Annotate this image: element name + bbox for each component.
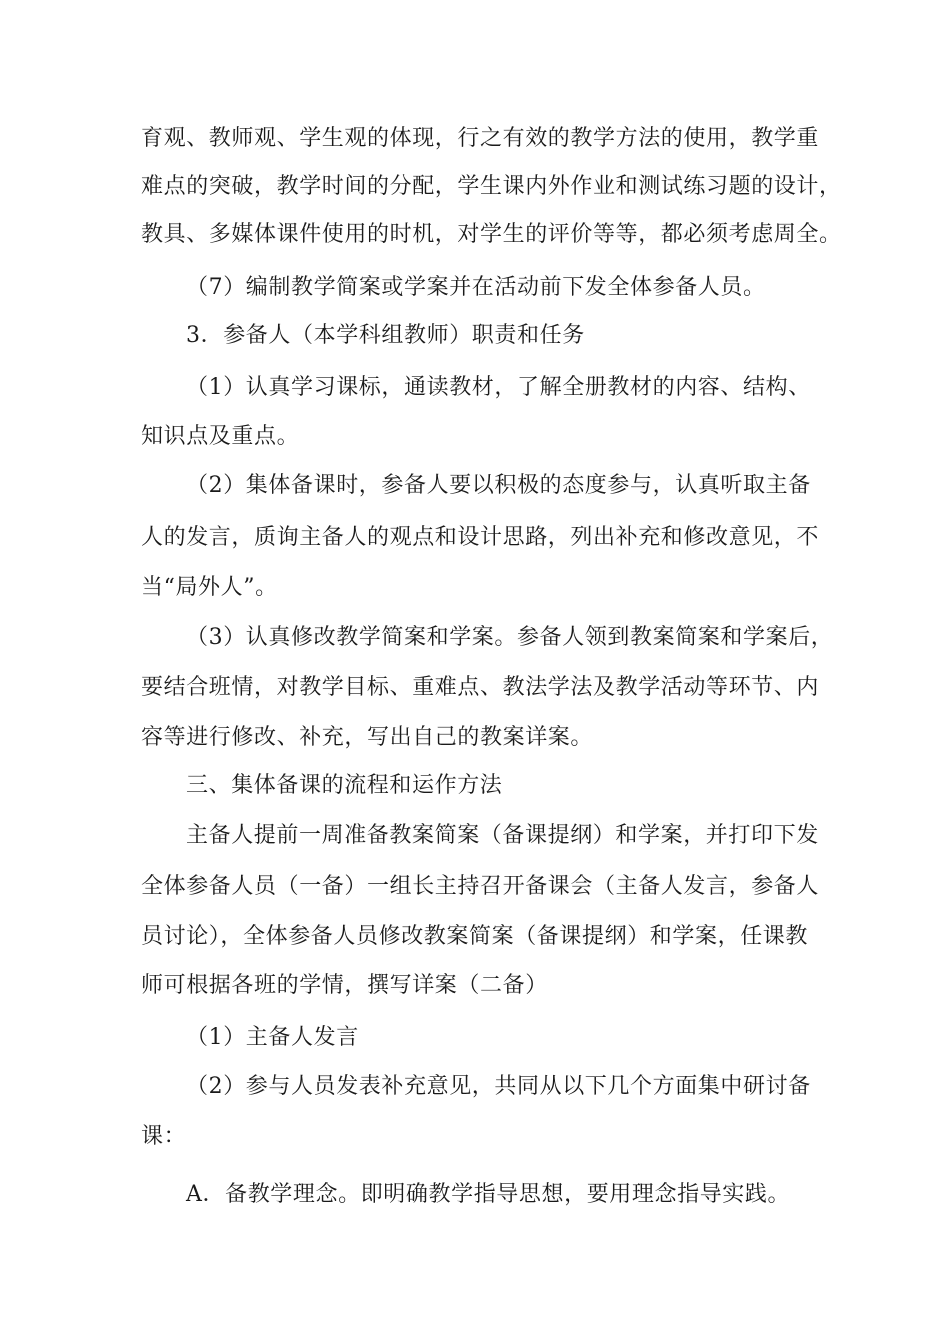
text-line: 师可根据各班的学情，撰写详案（二备） bbox=[141, 973, 548, 998]
text-line: 容等进行修改、补充，写出自己的教案详案。 bbox=[141, 725, 594, 750]
text-line: （1）主备人发言 bbox=[186, 1025, 359, 1050]
text-line: 育观、教师观、学生观的体现，行之有效的教学方法的使用，教学重 bbox=[141, 126, 820, 151]
text-line: 员讨论），全体参备人员修改教案简案（备课提纲）和学案，任课教 bbox=[141, 924, 809, 949]
text-line: 人的发言，质询主备人的观点和设计思路，列出补充和修改意见，不 bbox=[141, 525, 820, 550]
text-line: （1）认真学习课标，通读教材，了解全册教材的内容、结构、 bbox=[186, 375, 811, 400]
text-line: A．备教学理念。即明确教学指导思想，要用理念指导实践。 bbox=[186, 1182, 791, 1207]
text-line: （2）参与人员发表补充意见，共同从以下几个方面集中研讨备 bbox=[186, 1074, 811, 1099]
section-heading: 三、集体备课的流程和运作方法 bbox=[186, 773, 503, 798]
text-line: 当“局外人”。 bbox=[141, 575, 278, 600]
text-line: 教具、多媒体课件使用的时机，对学生的评价等等，都必须考虑周全。 bbox=[141, 222, 842, 247]
text-line: 课： bbox=[141, 1124, 187, 1149]
section-heading: 3．参备人（本学科组教师）职责和任务 bbox=[186, 323, 585, 348]
text-line: 主备人提前一周准备教案简案（备课提纲）和学案，并打印下发 bbox=[186, 823, 819, 848]
text-line: 全体参备人员（一备）一组长主持召开备课会（主备人发言，参备人 bbox=[141, 874, 820, 899]
text-line: 要结合班情，对教学目标、重难点、教法学法及教学活动等环节、内 bbox=[141, 675, 820, 700]
text-line: （7）编制教学简案或学案并在活动前下发全体参备人员。 bbox=[186, 275, 766, 300]
text-line: 知识点及重点。 bbox=[141, 424, 300, 449]
text-line: 难点的突破，教学时间的分配，学生课内外作业和测试练习题的设计， bbox=[141, 174, 842, 199]
text-line: （3）认真修改教学简案和学案。参备人领到教案简案和学案后， bbox=[186, 625, 834, 650]
text-line: （2）集体备课时，参备人要以积极的态度参与，认真听取主备 bbox=[186, 473, 811, 498]
